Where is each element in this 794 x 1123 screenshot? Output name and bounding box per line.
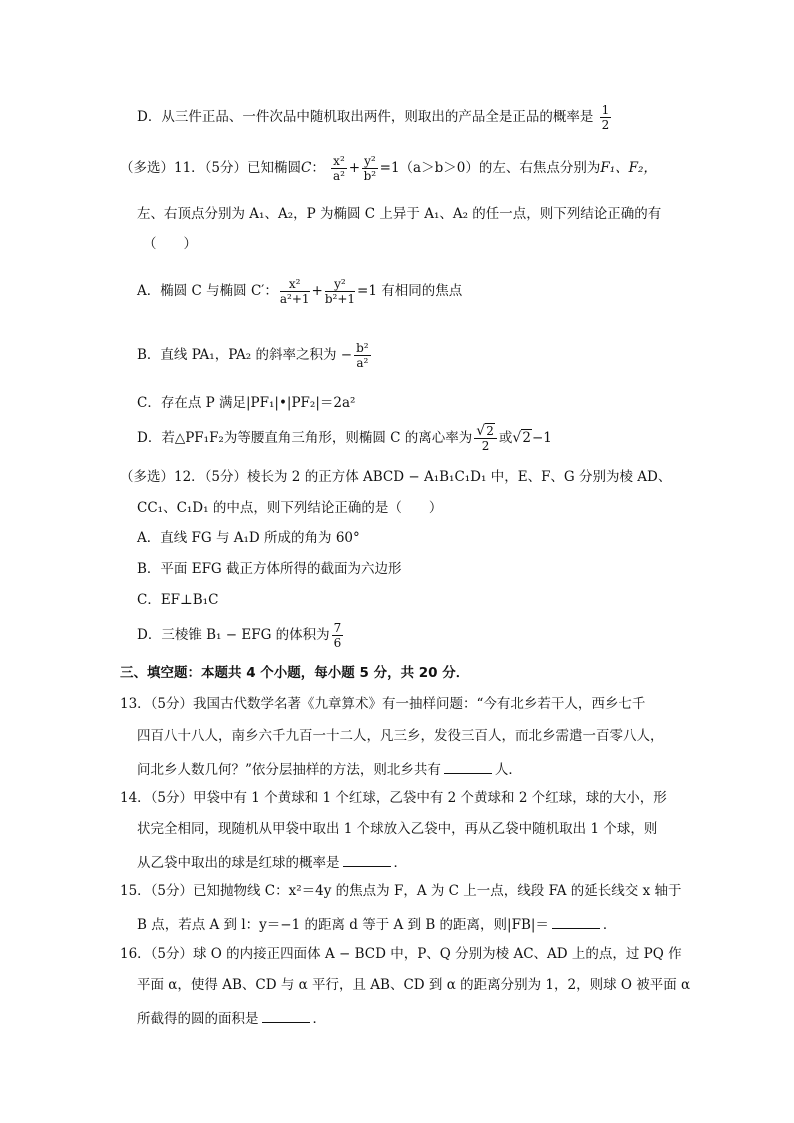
q12-option-c: C．EF⊥B₁C [137, 592, 219, 608]
q16-line3-tail: ． [312, 1011, 326, 1027]
q12-stem-line2: CC₁、C₁D₁ 的中点，则下列结论正确的是（ ） [137, 500, 443, 516]
q11-option-c: C．存在点 P 满足|PF₁|•|PF₂|＝2a² [137, 395, 356, 411]
q15-line2 [137, 916, 616, 933]
fraction-numerator: 7 [333, 621, 342, 635]
q11-prefix: （多选）11．（5分）已知椭圆 [120, 160, 302, 176]
q11-option-d-or: 或 [498, 430, 513, 446]
q11-stem-line1 [120, 155, 657, 182]
q16-line3 [137, 1010, 326, 1027]
q14-line3-text: 从乙袋中取出的球是红球的概率是 [137, 855, 340, 871]
answer-blank[interactable] [343, 854, 391, 867]
q10-option-d [137, 104, 613, 131]
q15-line2-text: B 点，若点 A 到 l：y＝−1 的距离 d 等于 A 到 B 的距离，则|FB|＝ [137, 917, 549, 933]
q11-option-a-text: A．椭圆 C 与椭圆 C′： [137, 283, 278, 299]
q11-foci: F₁、F₂， [600, 160, 657, 176]
q13-line1: 13．（5分）我国古代数学名著《九章算术》有一抽样问题：“今有北乡若干人，西乡七千 [120, 696, 646, 712]
sqrt-symbol [512, 432, 532, 446]
q13-line3-tail: 人． [494, 762, 522, 778]
q10-option-d-text: D．从三件正品、一件次品中随机取出两件，则取出的产品全是正品的概率是 [137, 109, 594, 125]
q15-line1: 15．（5分）已知抛物线 C：x²＝4y 的焦点为 F，A 为 C 上一点，线段 FA 的延长线交 x 轴于 [120, 883, 682, 899]
q12-option-d [137, 622, 345, 649]
q13-line3 [137, 761, 522, 778]
fraction-numerator: y² [364, 154, 376, 168]
fraction-numerator: x² [333, 154, 345, 168]
q13-line3-text: 问北乡人数几何？”依分层抽样的方法，则北乡共有 [137, 762, 441, 778]
q11-colon: ： [311, 160, 325, 176]
q14-line3 [137, 854, 407, 871]
q11-option-d-fraction [474, 425, 497, 452]
q11-option-b [137, 342, 373, 369]
q16-line1: 16．（5分）球 O 的内接正四面体 A − BCD 中，P、Q 分别为棱 AC、AD 上的点，过 PQ 作 [120, 946, 682, 962]
q14-line2: 状完全相同，现随机从甲袋中取出 1 个球放入乙袋中，再从乙袋中随机取出 1 个球，则 [137, 821, 658, 837]
fraction-denominator: b²+1 [324, 292, 356, 306]
fraction-denominator: a² [356, 356, 369, 370]
fraction-denominator: a² [332, 169, 345, 183]
q11-option-a-fraction-y [325, 278, 355, 305]
answer-blank[interactable] [444, 761, 492, 774]
fraction-denominator: b² [363, 169, 377, 183]
q11-plus: + [348, 160, 361, 176]
fraction-denominator: 6 [333, 636, 342, 650]
q11-fraction-x [331, 155, 347, 182]
q11-option-a [137, 278, 462, 305]
section-heading: 三、填空题：本题共 4 个小题，每小题 5 分，共 20 分． [120, 665, 470, 681]
q11-c-var: C [301, 160, 312, 176]
sqrt-symbol [476, 425, 495, 437]
sqrt-radicand: 2 [486, 424, 494, 438]
fraction-numerator: y² [325, 278, 355, 292]
q12-option-d-text: D．三棱锥 B₁ − EFG 的体积为 [137, 627, 330, 643]
q11-option-d-text: D．若△PF₁F₂为等腰直角三角形，则椭圆 C 的离心率为 [137, 430, 473, 446]
q12-option-d-fraction [332, 622, 344, 649]
fraction-denominator: 2 [481, 439, 490, 453]
q14-line3-tail: ． [393, 855, 407, 871]
q12-option-a: A．直线 FG 与 A₁D 所成的角为 60° [137, 530, 360, 546]
fraction-denominator: a²+1 [279, 292, 310, 306]
answer-blank[interactable] [552, 916, 600, 929]
q11-option-b-fraction [354, 342, 371, 369]
q12-option-b: B．平面 EFG 截正方体所得的截面为六边形 [137, 561, 402, 577]
fraction-numerator: b² [356, 341, 369, 355]
q11-stem-line2: 左、右顶点分别为 A₁、A₂，P 为椭圆 C 上异于 A₁、A₂ 的任一点，则下列结论正确的有 [137, 206, 662, 222]
q13-line2: 四百八十八人，南乡六千九百一十二人，凡三乡，发役三百人，而北乡需遣一百零八人， [137, 728, 664, 744]
answer-blank[interactable] [262, 1010, 310, 1023]
q11-option-a-tail: =1 有相同的焦点 [357, 283, 463, 299]
fraction-denominator: 2 [601, 118, 610, 132]
q11-condition: =1（a＞b＞0）的左、右焦点分别为 [379, 160, 601, 176]
q11-option-d [137, 425, 552, 452]
q16-line3-text: 所截得的圆的面积是 [137, 1011, 259, 1027]
q10-option-d-fraction [600, 104, 612, 131]
q11-plus: + [311, 283, 323, 299]
q12-stem-line1: （多选）12．（5分）棱长为 2 的正方体 ABCD − A₁B₁C₁D₁ 中，E、F、G 分别为棱 AD、 [120, 469, 672, 485]
q15-line2-tail: ． [602, 917, 617, 933]
q11-option-b-text: B．直线 PA₁，PA₂ 的斜率之积为 − [137, 347, 353, 363]
q11-stem-line3: （ ） [143, 236, 197, 252]
fraction-numerator: 1 [601, 103, 610, 117]
fraction-numerator: x² [280, 278, 310, 292]
q11-fraction-y [362, 155, 378, 182]
fraction-numerator [474, 425, 497, 439]
q16-line2: 平面 α，使得 AB、CD 与 α 平行，且 AB、CD 到 α 的距离分别为 1，2，则球 O 被平面 α [137, 977, 691, 993]
q14-line1: 14．（5分）甲袋中有 1 个黄球和 1 个红球，乙袋中有 2 个黄球和 2 个红球，球的大小，形 [120, 790, 667, 806]
q11-option-a-fraction-x [280, 278, 310, 305]
q11-option-d-tail: −1 [532, 430, 552, 446]
sqrt-radicand: 2 [522, 430, 531, 446]
